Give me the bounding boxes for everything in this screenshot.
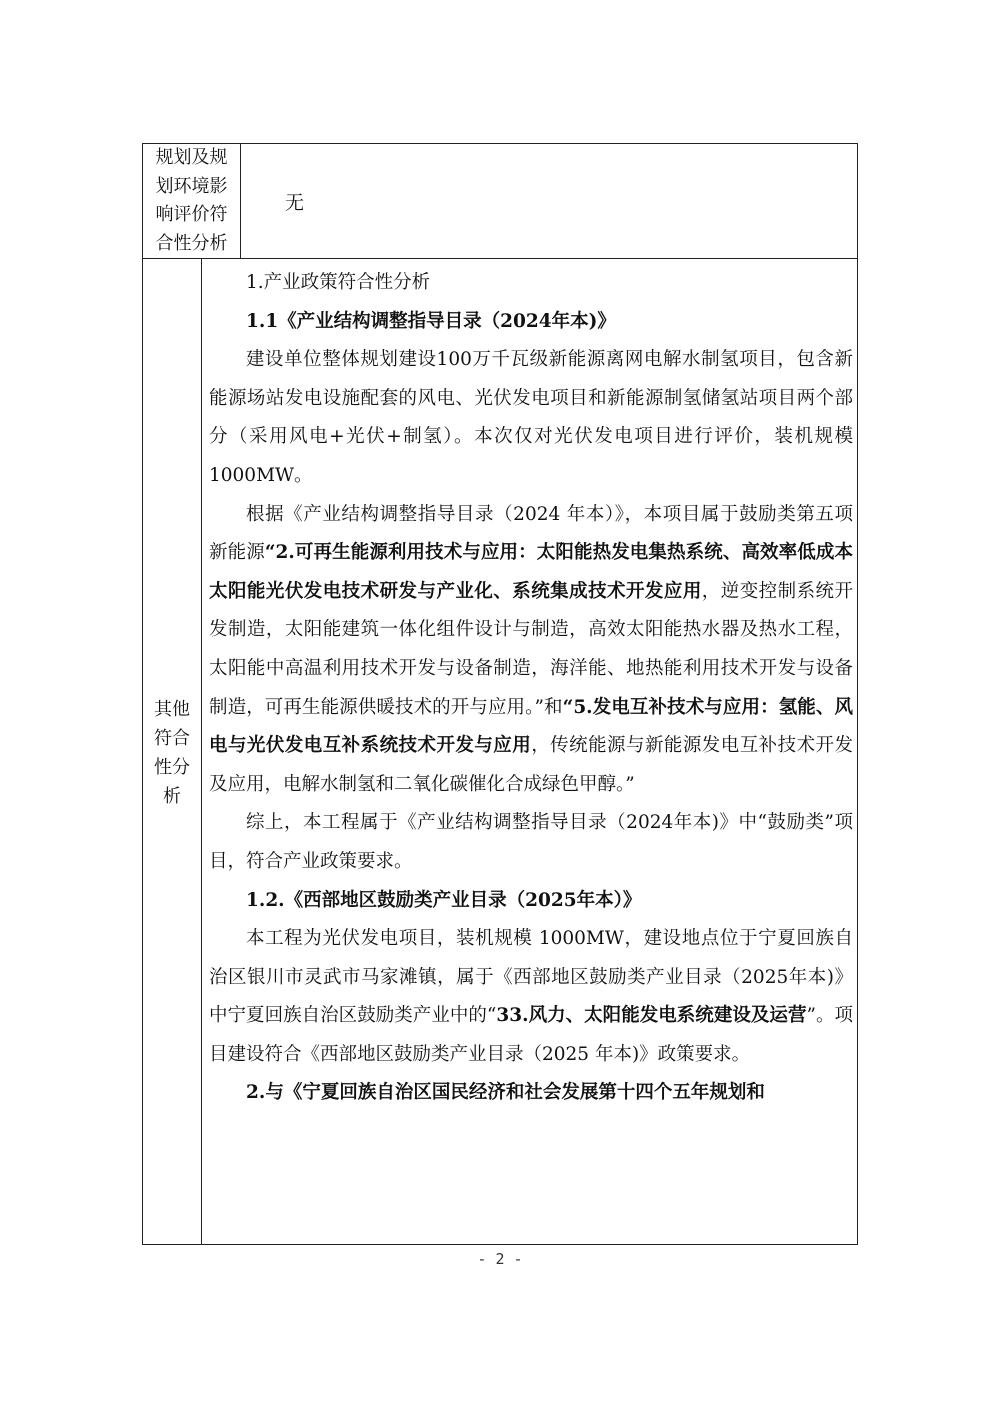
row1-label: [143, 144, 240, 258]
row-divider: [143, 258, 857, 259]
paragraph-4-text: 本工程为光伏发电项目，装机规模 1000MW，建设地点位于宁夏回族自治区银川市灵武市马家滩镇，属于《西部地区鼓励类产业目录（2025年本)》中宁夏回族自治区鼓励类产业中的“: [209, 928, 853, 1027]
page-number: - 2 -: [477, 1250, 523, 1268]
paragraph-2: [209, 496, 853, 805]
section-heading-1-1: 1.1《产业结构调整指导目录（2024年本)》: [246, 310, 616, 332]
paragraph-2-text: ，传统能源与新能源发电互补技术开发及应用，电解水制氢和二氧化碳催化合成绿色甲醇。”: [209, 735, 853, 795]
paragraph-2-text: ，逆变控制系统开发制造，太阳能建筑一体化组件设计与制造，高效太阳能热水器及热水工程，太阳能中高温利用技术开发与设备制造，海洋能、地热能利用技术开发与设备制造，可再生能源供暖技术的开与应用。”和: [209, 580, 853, 718]
section-heading-2: 2.与《宁夏回族自治区国民经济和社会发展第十四个五年规划和: [246, 1082, 765, 1104]
row2-content: [209, 264, 853, 1113]
row2-label-line: 性分: [154, 757, 190, 778]
row1-value: 无: [285, 192, 305, 214]
paragraph-1: 建设单位整体规划建设100万千瓦级新能源离网电解水制氢项目，包含新能源场站发电设施配套的风电、光伏发电项目和新能源制氢储氢站项目两个部分（采用风电+光伏+制氢）。本次仅对光伏发电项目进行评价，装机规模1000MW。: [209, 349, 853, 486]
row2-label: [143, 695, 201, 811]
paragraph-4-text: ”。项目建设符合《西部地区鼓励类产业目录（2025 年本)》政策要求。: [209, 1005, 853, 1065]
row2-label-line: 符合: [154, 728, 190, 749]
row2-label-line: 析: [163, 786, 181, 807]
row1-label-line: 划环境影: [155, 175, 228, 197]
paragraph-3: 综上，本工程属于《产业结构调整指导目录（2024年本)》中“鼓励类”项目，符合产业政策要求。: [209, 812, 853, 872]
row1-label-line: 规划及规: [155, 147, 228, 168]
row2-label-line: 其他: [154, 699, 190, 720]
row1-label-line: 响评价符: [155, 204, 228, 225]
paragraph-4-bold: 33.风力、太阳能发电系统建设及运营: [496, 1005, 807, 1027]
document-table: [142, 143, 858, 1245]
paragraph-4: [209, 920, 853, 1074]
paragraph-2-bold: “5.发电互补技术与应用：氢能、风电与光伏发电互补系统技术开发与应用: [209, 696, 853, 757]
column-divider-row2: [201, 258, 202, 1244]
paragraph-2-text: 根据《产业结构调整指导目录（2024 年本）》，本项目属于鼓励类第五项新能源: [209, 503, 853, 564]
section-heading-1-2: 1.2.《西部地区鼓励类产业目录（2025年本）》: [246, 889, 642, 911]
section-heading-1: 1.产业政策符合性分析: [246, 272, 431, 293]
row1-label-line: 合性分析: [155, 232, 228, 254]
column-divider-row1: [240, 144, 241, 258]
paragraph-2-bold: “2.可再生能源利用技术与应用：太阳能热发电集热系统、高效率低成本太阳能光伏发电技术研发与产业化、系统集成技术开发应用: [209, 542, 853, 602]
